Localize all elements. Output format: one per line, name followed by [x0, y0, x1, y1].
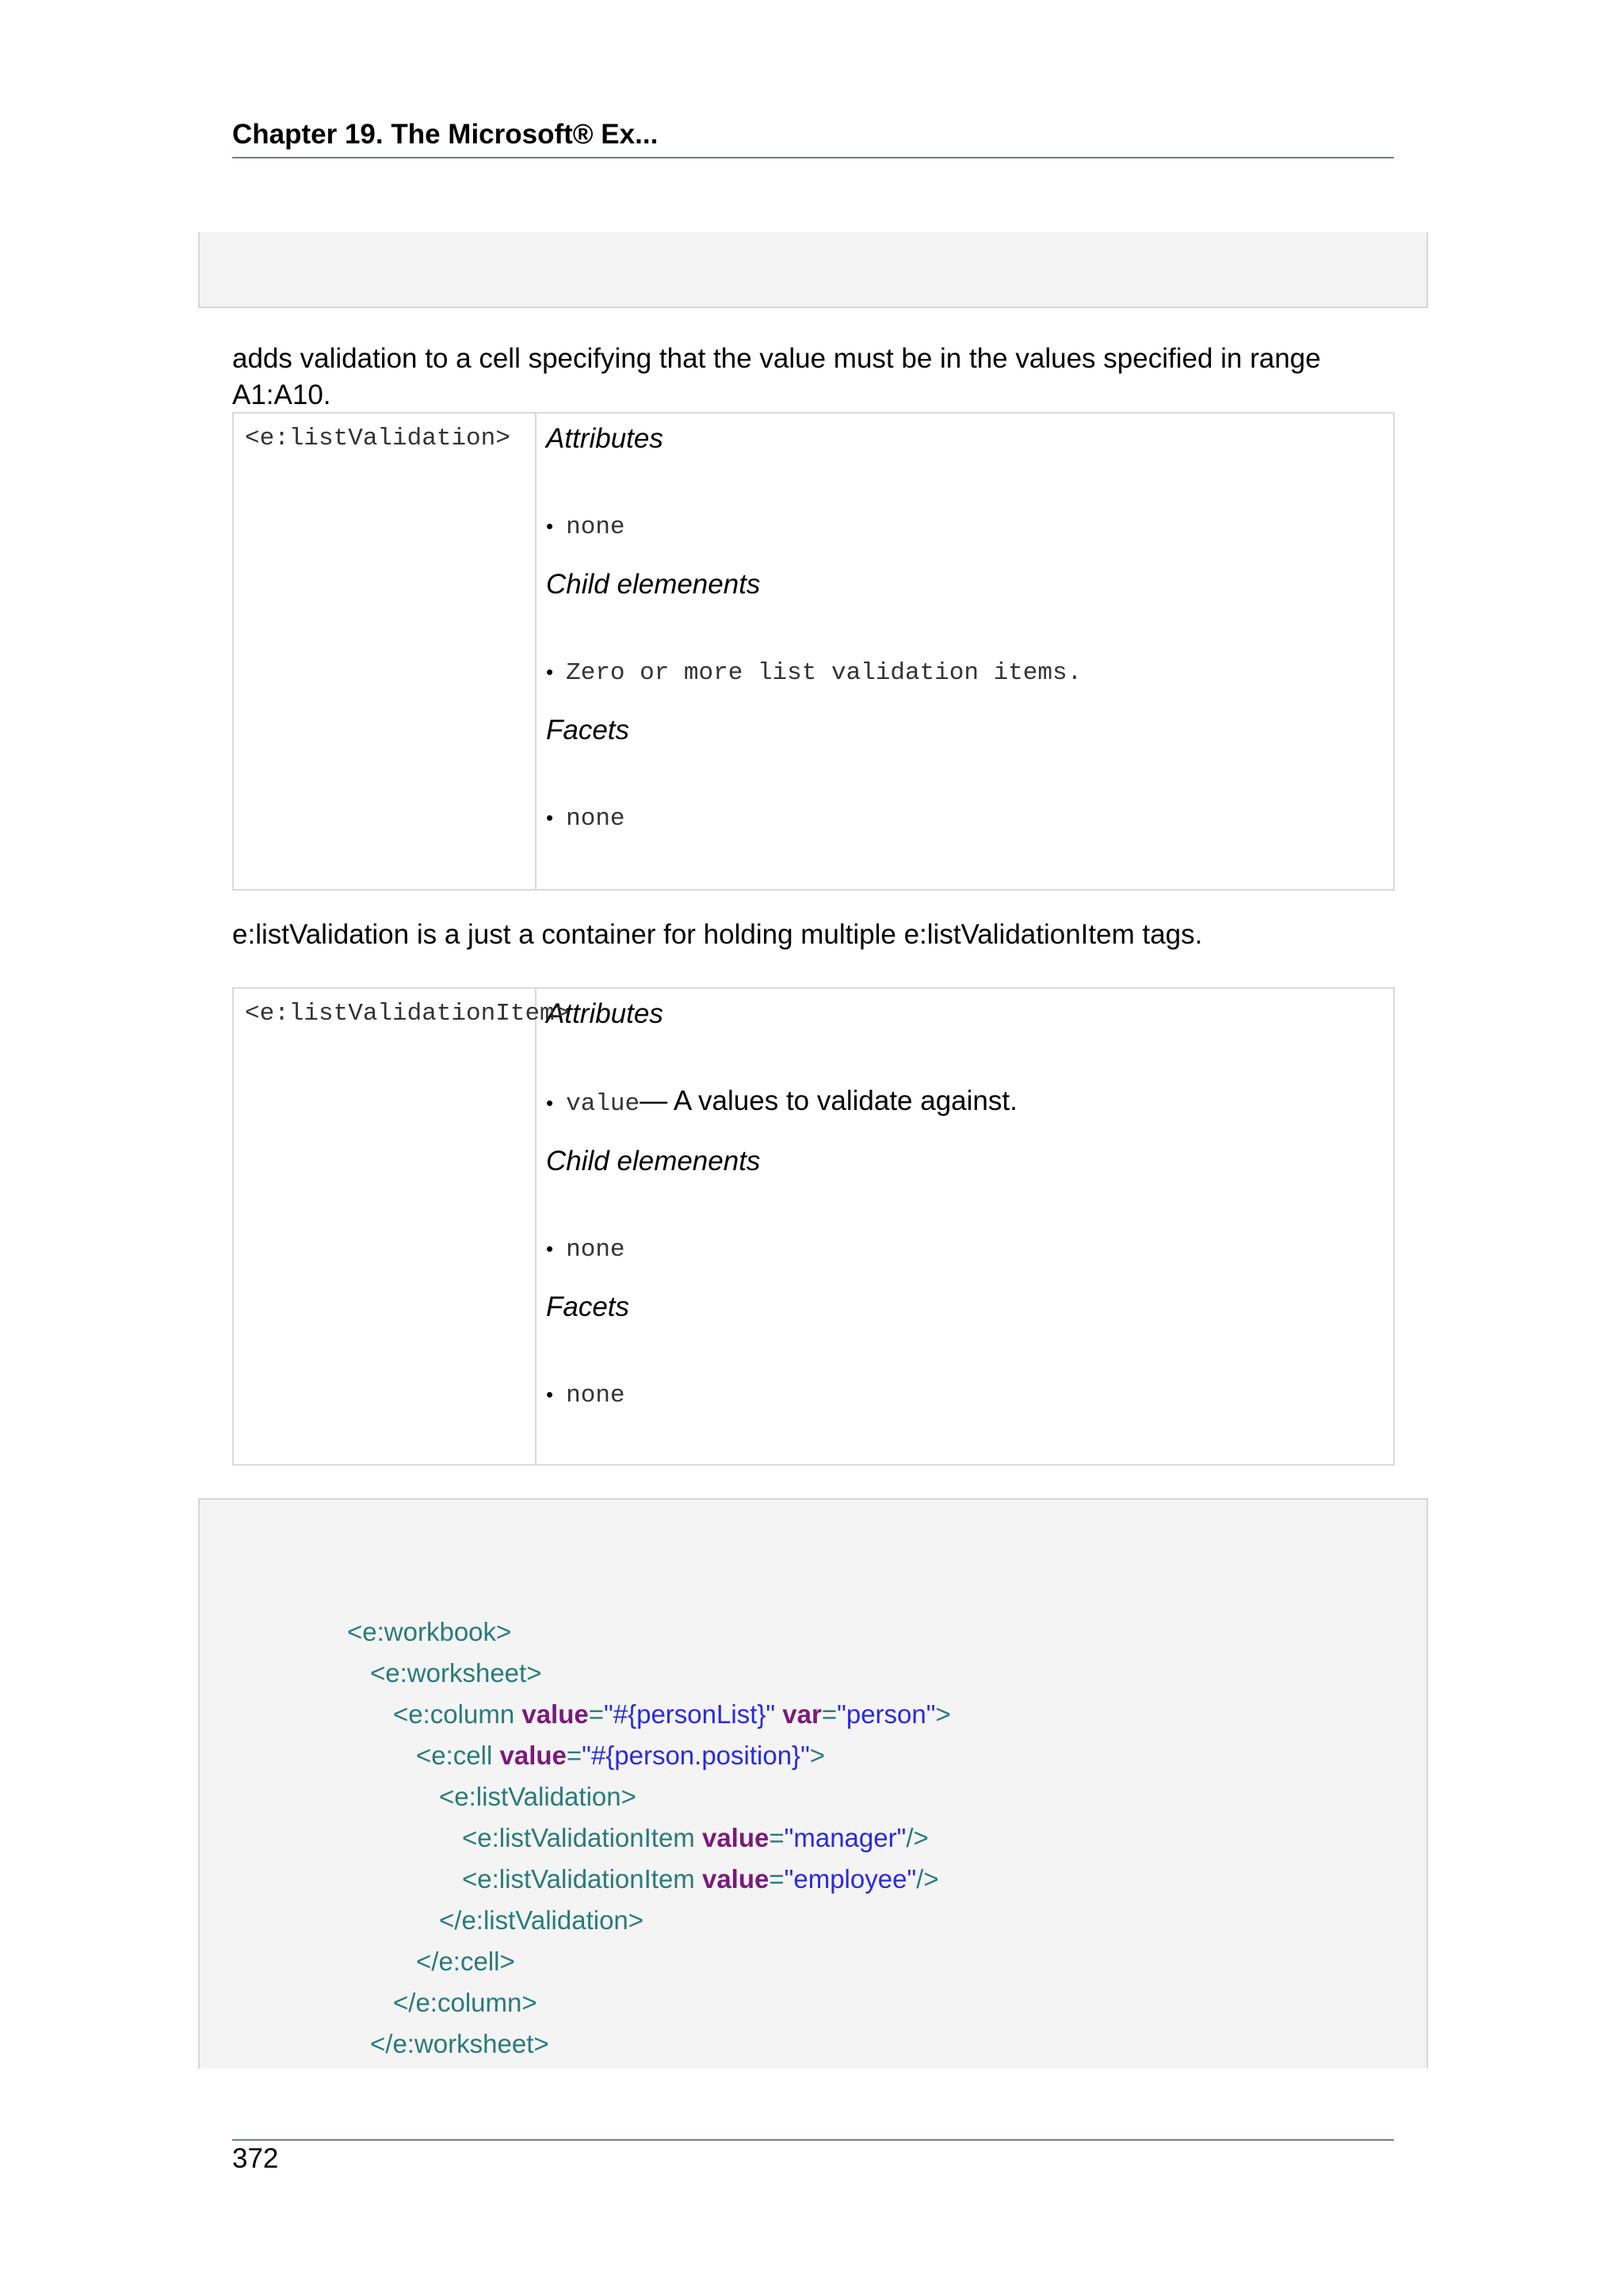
code-block-continuation	[198, 232, 1428, 308]
attributes-heading: Attributes	[546, 998, 663, 1029]
code-example	[198, 1498, 1428, 2069]
list-validation-table	[232, 412, 1395, 891]
code-line: <e:workbook>	[347, 1617, 512, 1646]
tag-description	[536, 988, 1394, 1465]
tag-name: <e:listValidationItem>	[233, 988, 536, 1465]
tag-name: <e:listValidation>	[233, 413, 536, 890]
code-line: </e:worksheet>	[370, 2029, 549, 2058]
page-number: 372	[232, 2143, 279, 2174]
list-item: • none	[546, 513, 625, 541]
footer-rule	[232, 2139, 1394, 2141]
facets-heading: Facets	[546, 1291, 630, 1322]
paragraph-range-validation: adds validation to a cell specifying that the value must be in the values specified in range A1:A10.	[232, 343, 1321, 410]
code-line: <e:worksheet>	[370, 1658, 542, 1688]
code-line: </e:column>	[393, 1988, 537, 2017]
code-line: <e:column value="#{personList}" var="person">	[393, 1699, 951, 1729]
code-line: <e:listValidationItem value="manager"/>	[462, 1823, 929, 1852]
code-line: </e:listValidation>	[439, 1905, 644, 1935]
header-rule	[232, 157, 1394, 158]
list-item: • value — A values to validate against.	[546, 1085, 1018, 1118]
code-line: <e:listValidation>	[439, 1782, 636, 1811]
code-line: </e:cell>	[416, 1947, 515, 1976]
list-item: • none	[546, 1236, 625, 1264]
child-elements-heading: Child elemenents	[546, 1146, 761, 1177]
child-elements-heading: Child elemenents	[546, 569, 761, 600]
list-validation-item-table	[232, 987, 1395, 1466]
code-line: <e:cell value="#{person.position}">	[416, 1741, 826, 1770]
paragraph-container-note: e:listValidation is a just a container for holding multiple e:listValidationItem tags.	[232, 919, 1203, 950]
list-item: • none	[546, 1382, 625, 1409]
code-line: <e:listValidationItem value="employee"/>	[462, 1864, 939, 1894]
attributes-heading: Attributes	[546, 423, 663, 454]
list-item: • Zero or more list validation items.	[546, 659, 1083, 687]
facets-heading: Facets	[546, 715, 630, 746]
running-header: Chapter 19. The Microsoft® Ex...	[232, 119, 659, 150]
list-item: • none	[546, 805, 625, 833]
tag-description	[536, 413, 1394, 890]
